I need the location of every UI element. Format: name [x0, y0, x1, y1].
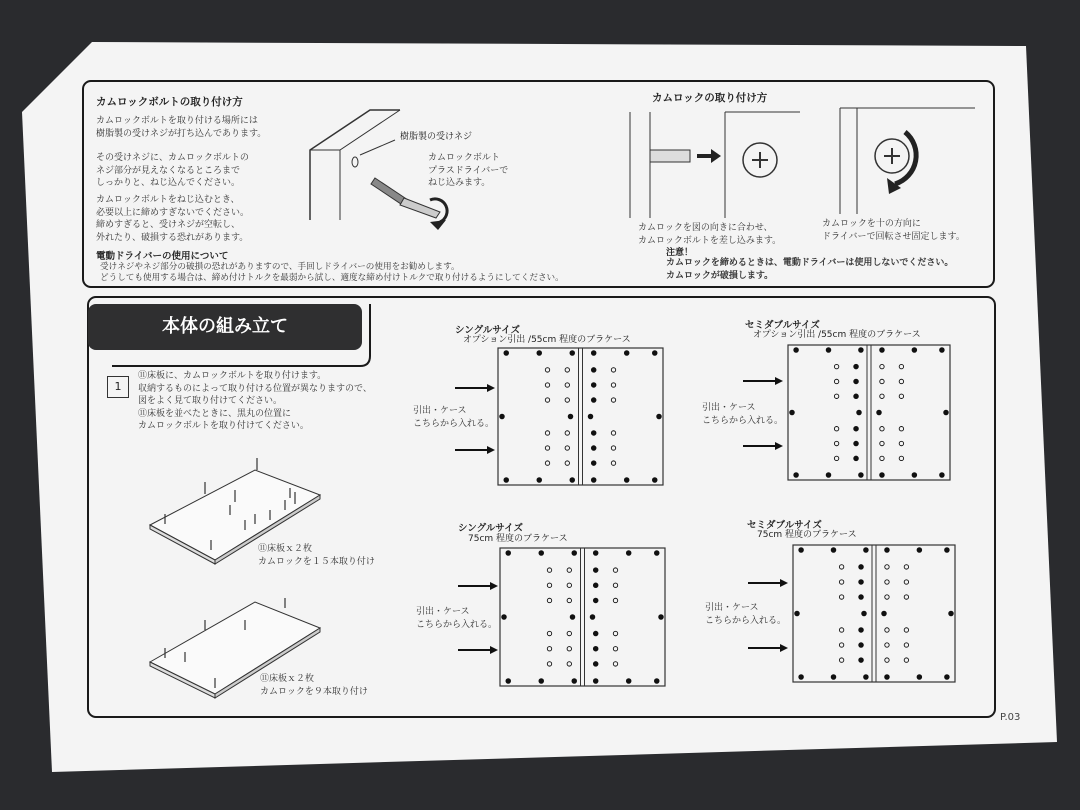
hole-marker [839, 595, 843, 599]
bolt-position-dot [854, 364, 859, 369]
hole-marker [899, 441, 903, 445]
bolt-para-1: カムロックボルトを取り付ける場所には 樹脂製の受けネジが打ち込んであります。 [96, 116, 267, 139]
hole-marker [839, 628, 843, 632]
panel-2-subtitle: オプション引出 /55cm 程度のブラケース [753, 330, 921, 340]
bolt-position-dot [593, 598, 598, 603]
hole-marker [567, 647, 571, 651]
camlock-section-title: カムロックの取り付け方 [652, 92, 768, 104]
hole-marker [899, 456, 903, 460]
board-outline-4 [793, 545, 955, 682]
arrow-head [487, 446, 495, 454]
bolt-position-dot [652, 478, 657, 483]
bolt-position-dot [591, 461, 596, 466]
panel-3-side-label: 引出・ケース こちらから入れる。 [416, 607, 498, 630]
bolt-position-dot [831, 675, 836, 680]
bolt-position-dot [859, 580, 864, 585]
bolt-position-dot [624, 351, 629, 356]
panel-4-subtitle: 75cm 程度のブラケース [757, 530, 857, 540]
hole-marker [613, 568, 617, 572]
hole-marker [880, 441, 884, 445]
bolt-position-dot [593, 551, 598, 556]
bolt-position-dot [944, 410, 949, 415]
power-driver-text: 受けネジやネジ部分の破損の恐れがありますので、手回しドライバーの使用をお勧めします。 どうしても使用する場合は、締め付けトルクを最弱から試し、適度な締め付けトルクで取り付けるようにしてください。 [100, 262, 564, 283]
callout-receiver-screw: 樹脂製の受けネジ [400, 132, 473, 142]
bolt-position-dot [864, 548, 869, 553]
panel-4-side-label: 引出・ケース こちらから入れる。 [705, 603, 787, 626]
hole-marker [547, 662, 551, 666]
bolt-position-dot [864, 675, 869, 680]
bolt-position-dot [826, 348, 831, 353]
bolt-position-dot [857, 410, 862, 415]
bolt-position-dot [506, 551, 511, 556]
arrow-head [775, 442, 783, 450]
board-outline-3 [500, 548, 665, 686]
hole-marker [611, 461, 615, 465]
bolt-position-dot [880, 348, 885, 353]
panel-1-subtitle: オプション引出 /55cm 程度のブラケース [463, 335, 631, 345]
bolt-position-dot [591, 383, 596, 388]
bolt-position-dot [854, 379, 859, 384]
bolt-position-dot [859, 658, 864, 663]
bolt-position-dot [795, 611, 800, 616]
bolt-position-dot [917, 548, 922, 553]
hole-marker [834, 394, 838, 398]
bolt-position-dot [912, 348, 917, 353]
panel-2-side-label: 引出・ケース こちらから入れる。 [702, 403, 784, 426]
bolt-position-dot [859, 643, 864, 648]
panel-2-title: セミダブルサイズ [745, 320, 820, 331]
step-instructions: ⑪床板に、カムロックボルトを取り付けます。 収納するものによって取り付ける位置が異なりますので、 図をよく見て取り付けてください。 ⑪床板を並べたときに、黒丸の位置に カムロックボルトを取り付けてください。 [138, 371, 372, 431]
hole-marker [613, 583, 617, 587]
hole-marker [880, 427, 884, 431]
bolt-position-dot [799, 675, 804, 680]
hole-marker [839, 643, 843, 647]
bolt-position-dot [877, 410, 882, 415]
hole-marker [611, 368, 615, 372]
bolt-position-dot [917, 675, 922, 680]
bolt-position-dot [572, 551, 577, 556]
hole-marker [834, 379, 838, 383]
bolt-position-dot [854, 426, 859, 431]
hole-marker [904, 595, 908, 599]
panel-4-title: セミダブルサイズ [747, 520, 822, 531]
bolt-position-dot [539, 679, 544, 684]
panel-1-side-label: 引出・ケース こちらから入れる。 [413, 406, 495, 429]
bolt-position-dot [885, 548, 890, 553]
bolt-position-dot [537, 478, 542, 483]
hole-marker [611, 383, 615, 387]
hole-marker [899, 364, 903, 368]
bolt-position-dot [859, 565, 864, 570]
floor-board-9-caption: ⑪床板ｘ２枚 カムロックを９本取り付け [260, 674, 368, 697]
hole-marker [904, 658, 908, 662]
bolt-position-dot [593, 679, 598, 684]
hole-marker [885, 628, 889, 632]
arrow-head [490, 582, 498, 590]
bolt-position-dot [654, 551, 659, 556]
bolt-position-dot [593, 631, 598, 636]
hole-marker [834, 456, 838, 460]
bolt-position-dot [794, 348, 799, 353]
arrow-head [490, 646, 498, 654]
bolt-position-dot [882, 611, 887, 616]
bolt-position-dot [593, 568, 598, 573]
hole-marker [839, 658, 843, 662]
bolt-position-dot [591, 431, 596, 436]
bolt-position-dot [568, 414, 573, 419]
hole-marker [565, 446, 569, 450]
hole-marker [545, 446, 549, 450]
hole-marker [899, 427, 903, 431]
hole-marker [885, 565, 889, 569]
hole-marker [565, 431, 569, 435]
bolt-position-dot [591, 478, 596, 483]
bolt-position-dot [859, 628, 864, 633]
hole-marker [547, 568, 551, 572]
hole-marker [613, 647, 617, 651]
hole-marker [547, 631, 551, 635]
hole-marker [899, 394, 903, 398]
hole-marker [834, 441, 838, 445]
assembly-banner: 本体の組み立て [88, 304, 362, 350]
hole-marker [567, 662, 571, 666]
floor-board-15-caption: ⑪床板ｘ２枚 カムロックを１５本取り付け [258, 544, 375, 567]
bolt-position-dot [945, 675, 950, 680]
bolt-position-dot [854, 441, 859, 446]
hole-marker [567, 598, 571, 602]
bolt-position-dot [572, 679, 577, 684]
bolt-position-dot [831, 548, 836, 553]
bolt-section-title: カムロックボルトの取り付け方 [96, 96, 243, 108]
hole-marker [567, 583, 571, 587]
bolt-position-dot [626, 679, 631, 684]
bolt-position-dot [854, 394, 859, 399]
bolt-position-dot [570, 478, 575, 483]
bolt-position-dot [591, 446, 596, 451]
hole-marker [547, 598, 551, 602]
bolt-position-dot [880, 473, 885, 478]
hole-marker [565, 398, 569, 402]
bolt-position-dot [859, 595, 864, 600]
bolt-position-dot [862, 611, 867, 616]
hole-marker [547, 583, 551, 587]
bolt-position-dot [591, 351, 596, 356]
bolt-position-dot [506, 679, 511, 684]
hole-marker [545, 398, 549, 402]
hole-marker [565, 368, 569, 372]
bolt-position-dot [590, 615, 595, 620]
bolt-position-dot [945, 548, 950, 553]
bolt-position-dot [940, 473, 945, 478]
hole-marker [613, 631, 617, 635]
callout-bolt: カムロックボルト プラスドライバーで ねじ込みます。 [428, 153, 509, 188]
arrow-head [775, 377, 783, 385]
bolt-position-dot [593, 583, 598, 588]
hole-marker [885, 580, 889, 584]
bolt-position-dot [593, 646, 598, 651]
hole-marker [885, 658, 889, 662]
hole-marker [904, 628, 908, 632]
bolt-position-dot [500, 414, 505, 419]
hole-marker [885, 643, 889, 647]
hole-marker [613, 662, 617, 666]
bolt-position-dot [624, 478, 629, 483]
bolt-position-dot [790, 410, 795, 415]
bolt-position-dot [588, 414, 593, 419]
hole-marker [545, 431, 549, 435]
hole-marker [904, 580, 908, 584]
hole-marker [904, 643, 908, 647]
hole-marker [545, 368, 549, 372]
bolt-position-dot [912, 473, 917, 478]
bolt-position-dot [859, 348, 864, 353]
power-driver-title: 電動ドライバーの使用について [96, 251, 229, 262]
hole-marker [567, 568, 571, 572]
hole-marker [904, 565, 908, 569]
arrow-head [780, 579, 788, 587]
hole-marker [567, 631, 571, 635]
bolt-position-dot [537, 351, 542, 356]
panel-3-subtitle: 75cm 程度のブラケース [468, 534, 568, 544]
bolt-position-dot [591, 368, 596, 373]
bolt-position-dot [593, 662, 598, 667]
board-outline-1 [498, 348, 663, 485]
hole-marker [545, 383, 549, 387]
arrow-head [487, 384, 495, 392]
bolt-position-dot [659, 615, 664, 620]
bolt-position-dot [940, 348, 945, 353]
bolt-position-dot [854, 456, 859, 461]
camlock-caption-2: カムロックを十の方向に ドライバーで回転させ固定します。 [822, 219, 965, 242]
hole-marker [565, 461, 569, 465]
bolt-position-dot [652, 351, 657, 356]
hole-marker [565, 383, 569, 387]
bolt-position-dot [504, 351, 509, 356]
bolt-position-dot [591, 398, 596, 403]
bolt-position-dot [570, 351, 575, 356]
bolt-position-dot [504, 478, 509, 483]
arrow-head [780, 644, 788, 652]
caution-title: 注意！ [666, 248, 694, 258]
hole-marker [834, 427, 838, 431]
hole-marker [899, 379, 903, 383]
hole-marker [839, 580, 843, 584]
hole-marker [880, 394, 884, 398]
page-number: P.03 [1000, 712, 1021, 723]
hole-marker [613, 598, 617, 602]
bolt-position-dot [859, 473, 864, 478]
panel-3-title: シングルサイズ [458, 523, 524, 534]
hole-marker [885, 595, 889, 599]
hole-marker [880, 379, 884, 383]
bolt-position-dot [626, 551, 631, 556]
hole-marker [611, 431, 615, 435]
bolt-position-dot [657, 414, 662, 419]
hole-marker [834, 364, 838, 368]
board-outline-2 [788, 345, 950, 480]
bolt-position-dot [654, 679, 659, 684]
bolt-position-dot [502, 615, 507, 620]
bolt-para-3: カムロックボルトをねじ込むとき、 必要以上に締めすぎないでください。 締めすぎると、受けネジが空転し、 外れたり、破損する恐れがあります。 [96, 195, 250, 243]
bolt-position-dot [826, 473, 831, 478]
hole-marker [611, 446, 615, 450]
bolt-position-dot [794, 473, 799, 478]
bolt-position-dot [539, 551, 544, 556]
hole-marker [880, 456, 884, 460]
bolt-position-dot [570, 615, 575, 620]
camlock-caption-1: カムロックを図の向きに合わせ、 カムロックボルトを差し込みます。 [638, 223, 782, 246]
step-number: 1 [107, 376, 129, 398]
caution-text: カムロックを締めるときは、電動ドライバーは使用しないでください。 カムロックが破損します。 [666, 258, 954, 281]
bolt-para-2: その受けネジに、カムロックボルトの ネジ部分が見えなくなるところまで しっかりと、ねじ込んでください。 [96, 153, 249, 188]
hole-marker [839, 565, 843, 569]
panel-1-title: シングルサイズ [455, 325, 521, 336]
bolt-position-dot [885, 675, 890, 680]
hole-marker [880, 364, 884, 368]
bolt-position-dot [799, 548, 804, 553]
hole-marker [545, 461, 549, 465]
hole-marker [611, 398, 615, 402]
bolt-position-dot [949, 611, 954, 616]
hole-marker [547, 647, 551, 651]
